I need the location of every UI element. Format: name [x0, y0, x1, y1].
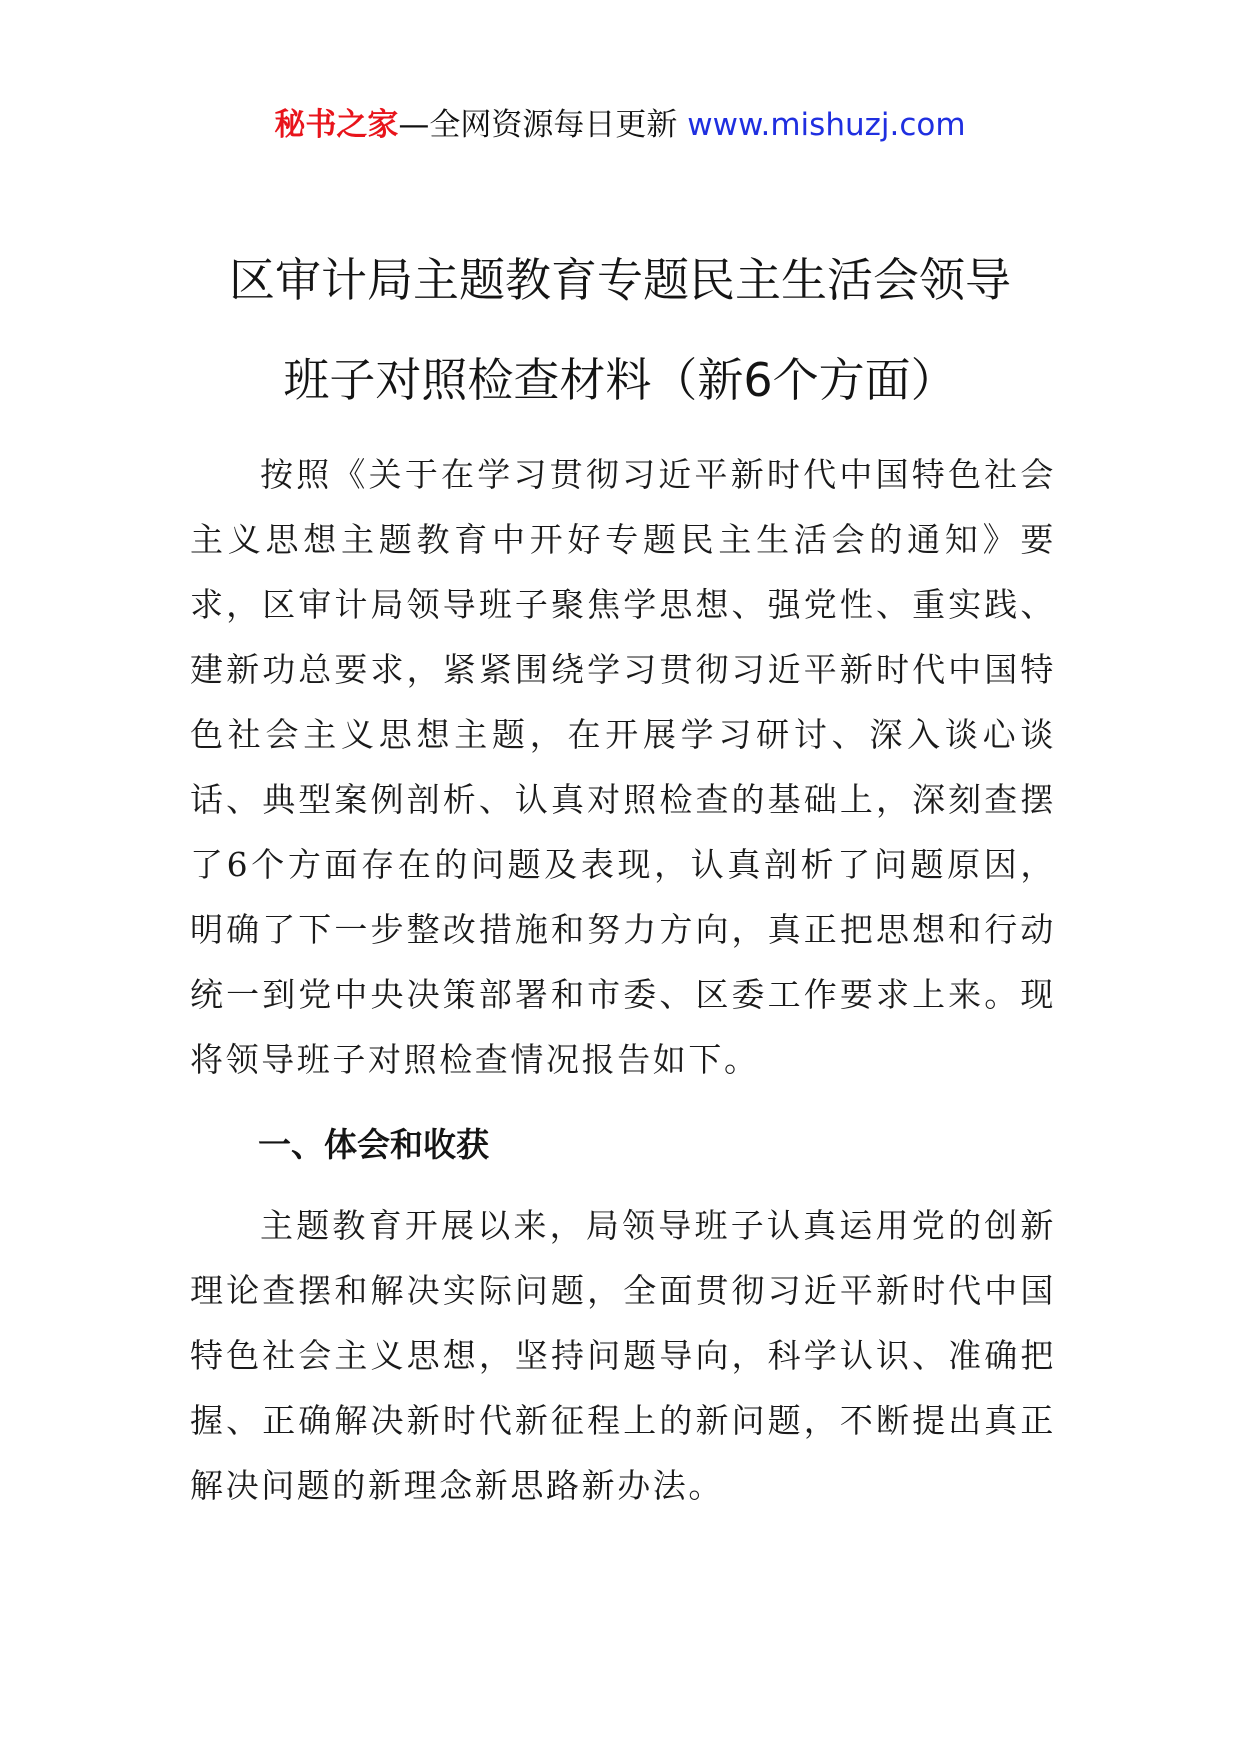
section-1-paragraph: 主题教育开展以来，局领导班子认真运用党的创新理论查摆和解决实际问题，全面贯彻习近平新时代中国特色社会主义思想，坚持问题导向，科学认识、准确把握、正确解决新时代新征程上的新问题，不断提出真正解决问题的新理念新思路新办法。 [190, 1206, 1056, 1505]
header-tagline: —全网资源每日更新 [398, 107, 678, 143]
site-header [0, 103, 1240, 147]
document-title-line-2: 班子对照检查材料（新6个方面） [283, 353, 957, 407]
site-url-link[interactable]: www.mishuzj.com [687, 107, 966, 143]
section-heading-1: 一、体会和收获 [258, 1125, 489, 1164]
intro-paragraph: 按照《关于在学习贯彻习近平新时代中国特色社会主义思想主题教育中开好专题民主生活会的通知》要求，区审计局领导班子聚焦学思想、强党性、重实践、建新功总要求，紧紧围绕学习贯彻习近平新时代中国特色社会主义思想主题，在开展学习研讨、深入谈心谈话、典型案例剖析、认真对照检查的基础上，深刻查摆了6个方面存在的问题及表现，认真剖析了问题原因，明确了下一步整改措施和努力方向，真正把思想和行动统一到党中央决策部署和市委、区委工作要求上来。现将领导班子对照检查情况报告如下。 [190, 455, 1056, 1079]
brand-name: 秘书之家 [274, 107, 399, 143]
document-title-line-1: 区审计局主题教育专题民主生活会领导 [229, 253, 1011, 307]
